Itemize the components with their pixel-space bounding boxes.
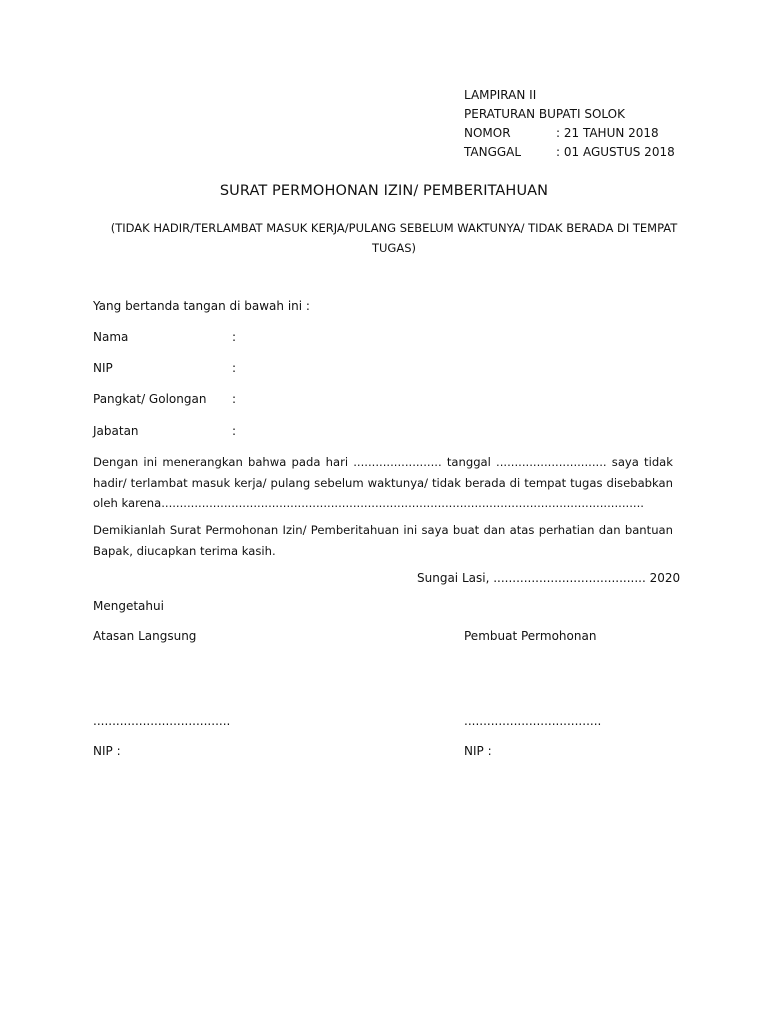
attachment-nomor-row <box>464 124 704 143</box>
intro-text: Yang bertanda tangan di bawah ini : <box>93 299 310 313</box>
attachment-line-1: LAMPIRAN II <box>464 88 537 102</box>
attachment-line-2: PERATURAN BUPATI SOLOK <box>464 107 625 121</box>
paragraph-statement: Dengan ini menerangkan bahwa pada hari ........................ tanggal .............................. saya tidak hadir/ terlambat masuk kerja/ pulang sebelum waktunya/ tidak berada di tempat tugas disebabkan oleh karena................................................................................................................................... <box>93 455 673 510</box>
tanggal-value: : 01 AGUSTUS 2018 <box>556 145 675 159</box>
signature-left-line: .................................... <box>93 714 231 728</box>
paragraph-closing: Demikianlah Surat Permohonan Izin/ Pemberitahuan ini saya buat dan atas perhatian dan bantuan Bapak, diucapkan terima kasih. <box>93 523 673 558</box>
signature-right-line: .................................... <box>464 714 602 728</box>
field-colon-pangkat: : <box>232 392 237 406</box>
nomor-label: NOMOR <box>464 126 511 140</box>
signature-left-nip: NIP : <box>93 744 121 758</box>
document-subtitle: (TIDAK HADIR/TERLAMBAT MASUK KERJA/PULANG SEBELUM WAKTUNYA/ TIDAK BERADA DI TEMPAT TUGAS) <box>110 221 678 255</box>
field-label-pangkat: Pangkat/ Golongan <box>93 392 207 406</box>
field-colon-jabatan: : <box>232 424 237 438</box>
field-colon-nip: : <box>232 361 237 375</box>
attachment-tanggal-row <box>464 143 704 162</box>
tanggal-label: TANGGAL <box>464 145 522 159</box>
field-label-nip: NIP <box>93 361 113 375</box>
signature-right-nip: NIP : <box>464 744 492 758</box>
field-colon-nama: : <box>232 330 237 344</box>
nomor-value: : 21 TAHUN 2018 <box>556 126 659 140</box>
document-title: SURAT PERMOHONAN IZIN/ PEMBERITAHUAN <box>219 183 549 199</box>
field-label-nama: Nama <box>93 330 129 344</box>
attachment-block <box>464 86 704 162</box>
signature-left-role: Atasan Langsung <box>93 629 197 643</box>
place-date: Sungai Lasi, ........................................ 2020 <box>417 571 681 585</box>
field-label-jabatan: Jabatan <box>93 424 139 438</box>
signature-right-role: Pembuat Permohonan <box>464 629 597 643</box>
mengetahui-text: Mengetahui <box>93 599 164 613</box>
